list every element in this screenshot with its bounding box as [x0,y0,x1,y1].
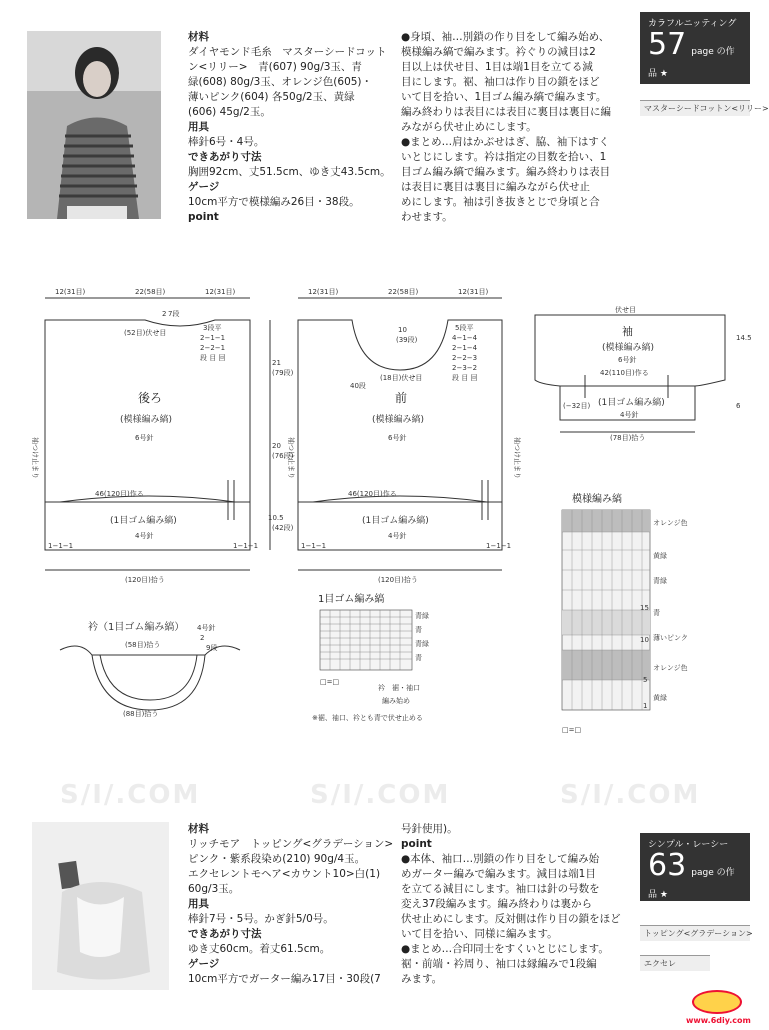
watermark: S/I/.COM [60,780,201,810]
page-tag-57 [640,12,750,84]
sleeve-cuff: (1目ゴム編み縞) [598,398,665,408]
gauge-title: ゲージ [188,181,220,193]
dim-22: 22(58目) [135,288,166,296]
tag2-number: 63 [648,848,687,883]
model-photo [27,31,161,219]
tag-sub: マスターシードコットン<リリー> [640,100,750,116]
tag-suffix: page の作品 ★ [648,47,735,79]
sleeve-needle: 6号針 [618,356,637,364]
h20: 20 [272,442,281,450]
rib-chart-grid [320,610,412,670]
front-dim-12-left: 12(31目) [308,288,339,296]
page-tag-63 [640,833,750,901]
pattern-color-5: 薄いピンク [653,634,688,642]
rib-bottom: 衿 裾・袖口 [378,684,420,692]
collar-2: 2 [200,634,205,642]
dec-front-1: 5段平 [455,324,474,332]
point-line: 目にします。裾、袖口は作り目の鎖をほど [401,76,600,88]
materials-line: 薄いピンク(604) 各50g/2玉、黄緑 [188,91,355,103]
rib-chart-title: 1目ゴム編み縞 [318,594,385,605]
pattern-color-2: 黄緑 [653,552,667,560]
point-line: ●身頃、袖…別鎖の作り目をして編み始め、 [401,31,610,43]
rib-start: 編み始め [382,697,410,705]
sleeve-6: 6 [736,402,741,410]
ink-back-right: 1−1−1 [233,542,259,550]
row-15: 15 [640,604,649,612]
pattern-color-7: 黄緑 [653,694,667,702]
point2-line: ●まとめ…合印同士をすくいとじにします。 [401,943,609,955]
tools2-text: 棒針7号・5号。かぎ針5/0号。 [188,913,334,925]
row-10: 10 [640,636,649,644]
pattern-color-6: オレンジ色 [653,664,688,672]
tools-text: 棒針6号・4号。 [188,136,265,148]
dec-front-2: 4−1−4 [452,334,478,342]
gauge2-title: ゲージ [188,958,220,970]
pattern-color-4: 青 [653,609,660,617]
back-pattern: (模様編み縞) [120,415,173,425]
sleeve-attach-back: 袖つけ止まり [31,437,39,479]
collar-title: 衿（1目ゴム編み縞） [88,622,185,633]
front-neck2: (39段) [396,336,418,344]
point-title: point [188,211,219,223]
materials2-line: ピンク・紫系段染め(210) 90g/4玉。 [188,853,366,865]
rib-color-3: 青緑 [415,640,429,648]
neck-back-label: (52目)伏せ目 [124,329,167,337]
collar-needle: 4号針 [197,624,216,632]
rib-color-2: 青 [415,626,422,634]
gauge-text: 10cm平方で模様編み26目・38段。 [188,196,360,208]
ink-back-left: 1−1−1 [48,542,74,550]
h79: (79段) [272,369,294,377]
shawl-photo [32,822,169,990]
materials2-line: 60g/3玉。 [188,883,240,895]
point2-block [401,822,621,987]
dec-back-1: 3段平 [203,324,222,332]
dec-back-4: 段 目 回 [200,354,226,362]
point2-line: を立てる減目にします。袖口は針の号数を [401,883,600,895]
tag2-category: シンプル・レーシー [648,840,729,850]
site-url: www.6diy.com [686,1016,751,1025]
front-rib-needle: 4号針 [388,532,407,540]
point-line: わせます。 [401,211,453,223]
front-dim-22: 22(58目) [388,288,419,296]
point-line: 目ゴム編み縞で編みます。編み終わりは表目 [401,166,611,178]
back-rib-title: (1目ゴム編み縞) [110,516,177,526]
point-line: みながら伏せ止めにします。 [401,121,537,133]
sleeve-145: 14.5 [736,334,752,342]
point-line: ●まとめ…肩はかぶせはぎ、脇、袖下はすく [401,136,610,148]
point-line: 模様編み縞で編みます。衿ぐりの減目は2 [401,46,596,58]
h21: 21 [272,359,281,367]
dec-front-3: 2−1−4 [452,344,478,352]
sleeve-pick: (78目)拾う [610,434,646,442]
materials-block [188,30,391,225]
front-rib-title: (1目ゴム編み縞) [362,516,429,526]
pattern-chart-grid [562,510,650,710]
front-needle: 6号針 [388,434,407,442]
front-make: 46(120目)作る [348,490,397,498]
sleeve-make: 42(110目)作る [600,369,649,377]
point2-line: みます。 [401,973,443,985]
materials2-title: 材料 [188,823,209,835]
h105: 10.5 [268,514,284,522]
pattern-color-3: 青緑 [653,577,667,585]
dec-back-2: 2−1−1 [200,334,226,342]
materials2-line: リッチモア トッピング<グラデーション> [188,838,394,850]
point2-line: いて目を拾い、同様に編みます。 [401,928,558,940]
rib-color-4: 青 [415,654,422,662]
rib-note: ※裾、袖口、衿とも青で伏せ止める [312,714,423,722]
tools-title: 用具 [188,121,209,133]
back-pick: (120目)拾う [125,576,165,584]
front-40: 40段 [350,382,366,390]
pattern-color-1: オレンジ色 [653,519,688,527]
size-title: できあがり寸法 [188,151,262,163]
back-needle: 6号針 [135,434,154,442]
dim-12-right: 12(31目) [205,288,236,296]
dec-front-4: 2−2−3 [452,354,478,362]
point2-title: point [401,838,432,850]
sleeve-title: 袖 [622,325,633,338]
collar-58: (58目)拾う [125,641,161,649]
back-make: 46(120目)作る [95,490,144,498]
point-block [401,30,611,225]
rib-color-1: 青緑 [415,612,429,620]
sleeve-cuff-needle: 4号針 [620,411,639,419]
materials-line: (606) 45g/2玉。 [188,106,271,118]
size-text: 胸囲92cm、丈51.5cm、ゆき丈43.5cm。 [188,166,391,178]
materials-line: ダイヤモンド毛糸 マスターシードコット [188,46,387,58]
tag2-sub1: トッピング<グラデーション> [640,925,750,941]
h42: (42段) [272,524,294,532]
watermark: S/I/.COM [310,780,451,810]
rib-legend: □=□ [320,678,340,686]
knitting-diagram [0,280,750,740]
point2-line: ●本体、袖口…別鎖の作り目をして編み始 [401,853,600,865]
point-line: 編み終わりは表目には表目に裏目は裏目に編 [401,106,611,118]
front-dim-12-right: 12(31目) [458,288,489,296]
materials-title: 材料 [188,31,209,43]
point-line: いとじにします。衿は指定の目数を拾い、1 [401,151,607,163]
back-seven2: 7段 [168,310,180,318]
materials-line: ン<リリー> 青(607) 90g/3玉、青 [188,61,362,73]
tag2-sub2: エクセレ [640,955,710,971]
dim-12-left: 12(31目) [55,288,86,296]
back-seven: 2 [162,310,167,318]
materials2-line: エクセレントモヘア<カウント10>白(1) [188,868,381,880]
point2-pre: 号針使用)。 [401,823,458,835]
neck-front-label: (18目)伏せ目 [380,374,423,382]
back-rib-needle: 4号針 [135,532,154,540]
size2-title: できあがり寸法 [188,928,262,940]
sleeve-top: 伏せ目 [615,306,636,314]
front-title: 前 [395,391,408,405]
tag-category: カラフルニッティング [648,19,737,29]
sleeve-attach-front-l: 袖つけ止まり [287,437,295,479]
point2-line: 変え37段編みます。編み終わりは裏から [401,898,593,910]
ink-front-right: 1−1−1 [486,542,512,550]
h76: (76段) [272,452,294,460]
dec-front-5: 2−3−2 [452,364,478,372]
dec-front-6: 段 目 回 [452,374,478,382]
point2-line: 裾・前端・衿周り、袖口は縁編みで1段編 [401,958,597,970]
row-5: 5 [643,676,648,684]
point-line: 目以上は伏せ目、1目は端1目を立てる減 [401,61,593,73]
pattern-legend: □=□ [562,726,582,734]
front-pattern: (模様編み縞) [372,415,425,425]
watermark: S/I/.COM [560,780,701,810]
sleeve-dec: (−32目) [563,402,591,410]
dec-back-3: 2−2−1 [200,344,226,352]
site-logo [692,990,742,1014]
gauge2-text: 10cm平方でガーター編み17目・30段(7 [188,973,381,985]
back-title: 後ろ [138,391,163,405]
tag2-suffix: page の作品 ★ [648,868,735,900]
collar-9: 9段 [206,644,218,652]
size2-text: ゆき丈60cm。着丈61.5cm。 [188,943,331,955]
collar-88: (88目)拾う [123,710,159,718]
point-line: いて目を拾い、1目ゴム編み縞で編みます。 [401,91,607,103]
sleeve-attach-front-r: 袖つけ止まり [513,437,521,479]
sleeve-pattern: (模様編み縞) [602,343,655,353]
point-line: めにします。袖は引き抜きとじで身頃と合 [401,196,600,208]
ink-front-left: 1−1−1 [301,542,327,550]
point2-line: めガーター編みで編みます。減目は端1目 [401,868,596,880]
front-pick: (120目)拾う [378,576,418,584]
materials-line: 緑(608) 80g/3玉、オレンジ色(605)・ [188,76,373,88]
point2-line: 伏せ止めにします。反対側は作り目の鎖をほど [401,913,621,925]
pattern-chart-title: 模様編み縞 [572,494,622,505]
tools2-title: 用具 [188,898,209,910]
row-1: 1 [643,702,648,710]
tag-number: 57 [648,27,687,62]
materials2-block [188,822,393,987]
front-neck: 10 [398,326,407,334]
point-line: は表目に裏目は裏目に編みながら伏せ止 [401,181,590,193]
